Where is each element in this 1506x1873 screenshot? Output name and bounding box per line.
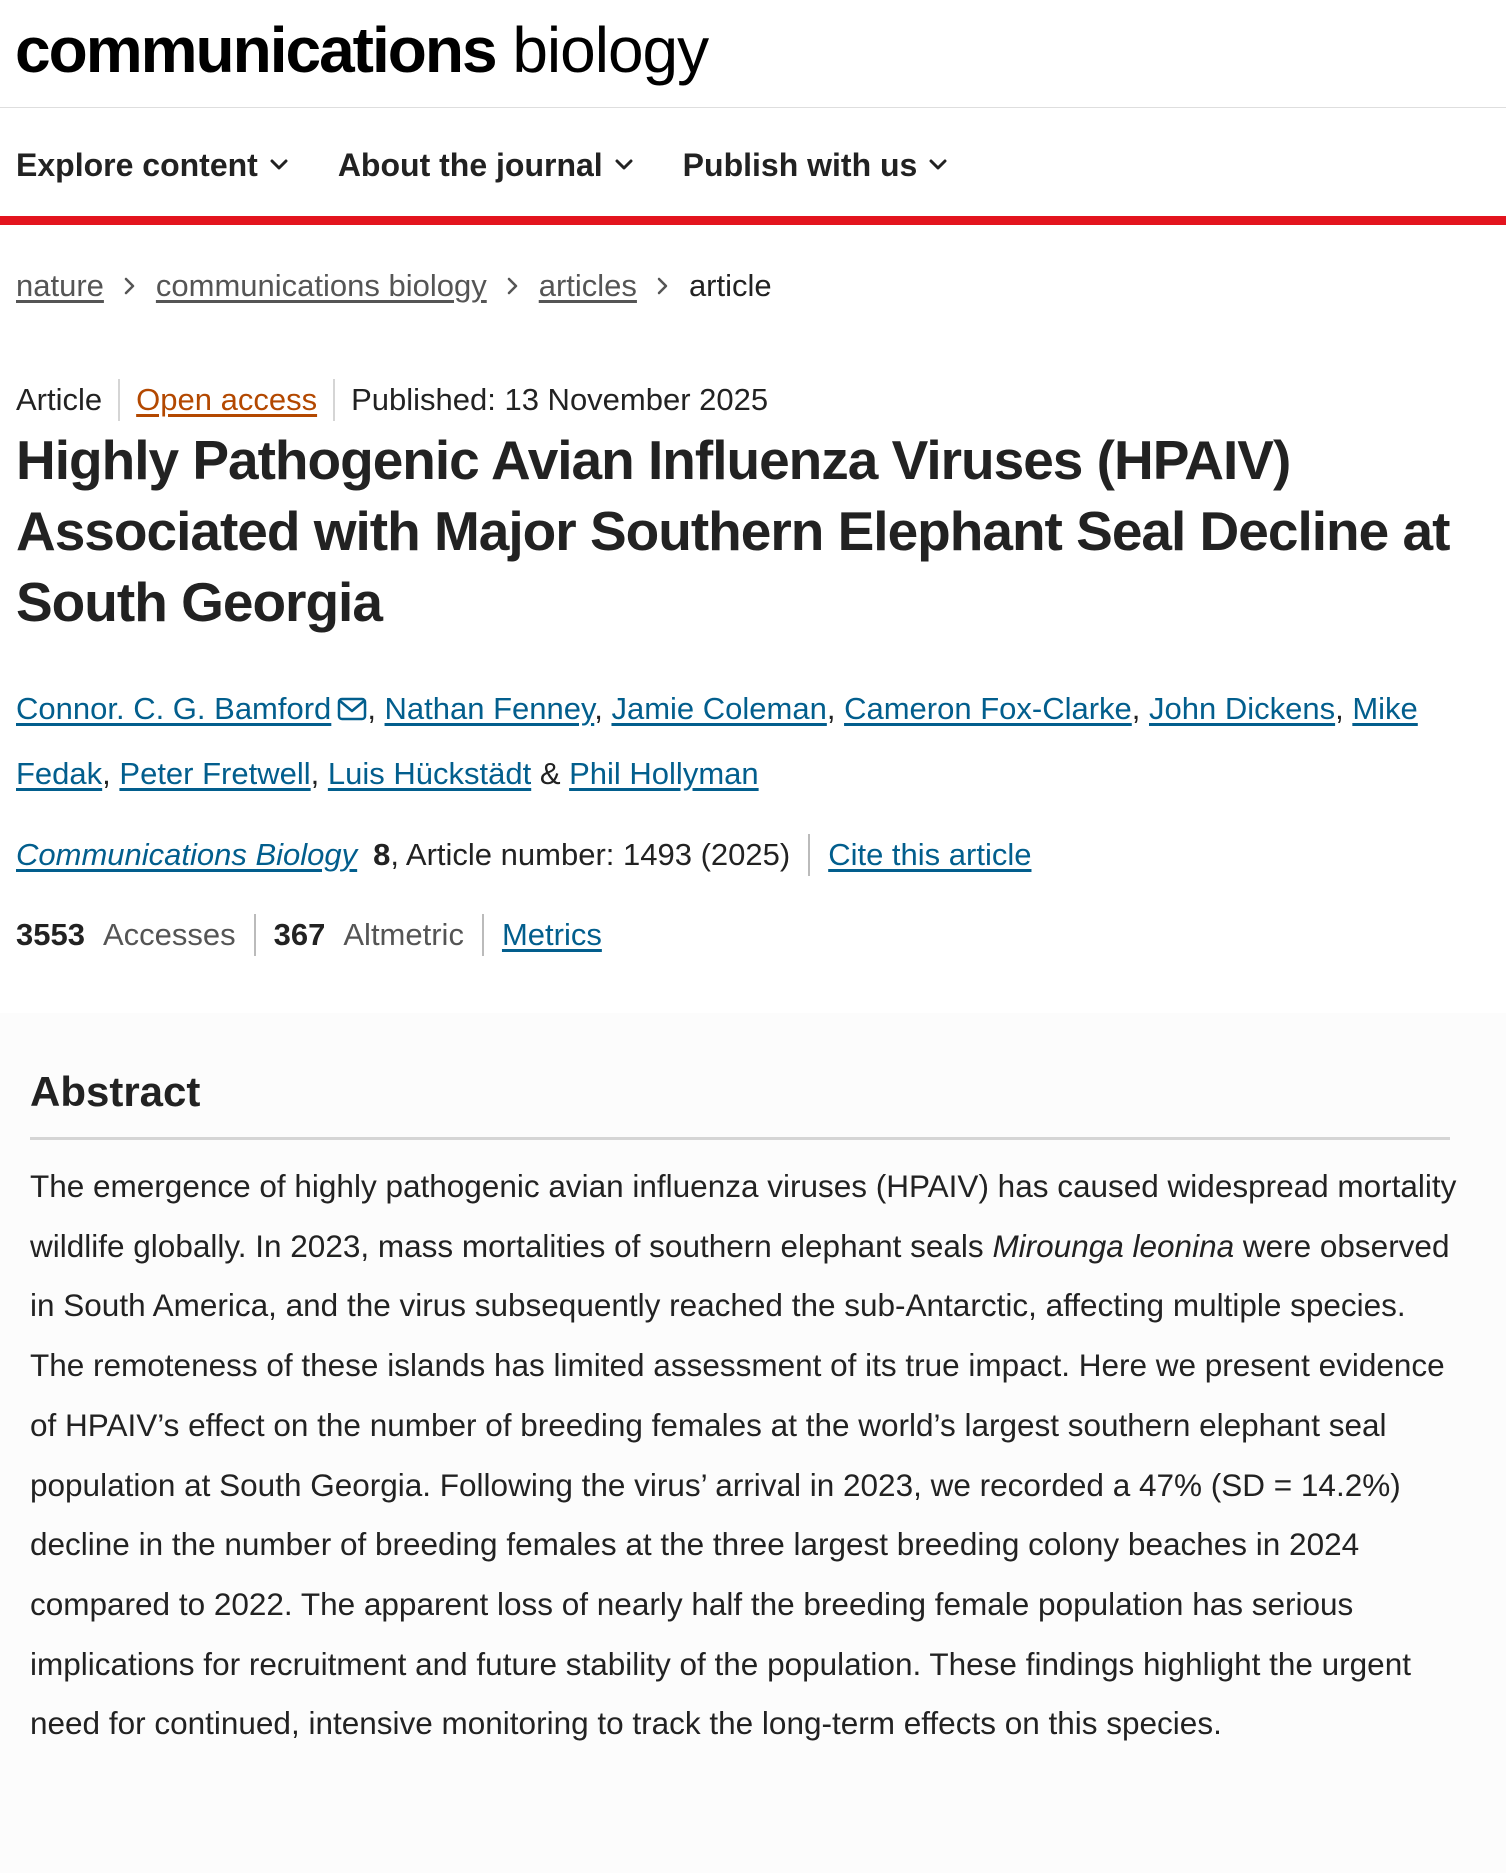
author-separator: ,	[1131, 691, 1150, 726]
abstract-text-part2: were observed in South America, and the virus subsequently reached the sub-Antarctic, affecting multiple species. The remoteness of these islands has limited assessment of its true impact. Here we present evidence of HPAIV’s effect on the number of breeding females at the world’s largest southern elephant seal population at South Georgia. Following the virus’ arrival in 2023, we recorded a 47% (SD = 14.2%) decline in the number of breeding females at the three largest breeding colony beaches in 2024 compared to 2022. The apparent loss of nearly half the breeding female population has serious implications for recruitment and future stability of the population. These findings highlight the urgent need for continued, intensive monitoring to track the long-term effects on this species.	[30, 1227, 1450, 1742]
nav-explore-content[interactable]	[16, 147, 288, 184]
meta-divider	[118, 379, 120, 421]
journal-link[interactable]: Communications Biology	[16, 837, 358, 872]
author-link[interactable]: Nathan Fenney	[384, 691, 595, 726]
article-title: Highly Pathogenic Avian Influenza Viruses (HPAIV) Associated with Major Southern Elephant Seal Decline at South Georgia	[16, 429, 1450, 633]
accesses-count: 3553	[16, 917, 85, 952]
breadcrumb-articles[interactable]: articles	[538, 268, 637, 303]
citation-line	[16, 834, 1031, 876]
chevron-down-icon	[929, 159, 947, 171]
metrics-link[interactable]: Metrics	[501, 917, 602, 952]
chevron-right-icon	[657, 277, 669, 295]
author-separator: ,	[594, 691, 612, 726]
author-link[interactable]: Jamie Coleman	[611, 691, 827, 726]
metrics-divider	[254, 914, 256, 956]
author-separator: ,	[310, 756, 328, 791]
author-separator: ,	[1335, 691, 1353, 726]
author-link[interactable]: Cameron Fox-Clarke	[844, 691, 1132, 726]
chevron-down-icon	[615, 159, 633, 171]
nav-publish-with-us-label: Publish with us	[682, 146, 918, 183]
accesses-label: Accesses	[102, 917, 236, 952]
abstract-text	[30, 1157, 1460, 1754]
author-link[interactable]: Luis Hückstädt	[327, 756, 532, 791]
nav-about-the-journal-label: About the journal	[337, 146, 603, 183]
metrics-divider	[482, 914, 484, 956]
email-icon[interactable]	[337, 681, 367, 743]
author-list	[16, 678, 1496, 805]
chevron-right-icon	[507, 277, 519, 295]
journal-logo[interactable]	[15, 10, 708, 90]
author-link[interactable]: Mike Fedak	[16, 691, 1418, 791]
breadcrumb-nature[interactable]: nature	[16, 268, 104, 303]
accent-bar	[0, 216, 1506, 225]
nav-about-the-journal[interactable]	[338, 147, 633, 184]
author-link[interactable]: Peter Fretwell	[119, 756, 311, 791]
author-separator: ,	[102, 756, 120, 791]
altmetric-count: 367	[273, 917, 326, 952]
nav-publish-with-us[interactable]	[683, 147, 948, 184]
chevron-down-icon	[270, 159, 288, 171]
author-separator: ,	[367, 691, 385, 726]
abstract-heading: Abstract	[30, 1068, 201, 1115]
volume-number: 8	[373, 837, 391, 872]
author-link[interactable]: John Dickens	[1149, 691, 1336, 726]
author-link[interactable]: Phil Hollyman	[569, 756, 759, 791]
breadcrumb	[16, 268, 772, 304]
author-separator: &	[531, 756, 570, 791]
chevron-right-icon	[124, 277, 136, 295]
meta-divider	[333, 379, 335, 421]
author-separator: ,	[826, 691, 845, 726]
header-divider	[0, 107, 1506, 108]
altmetric-label: Altmetric	[343, 917, 464, 952]
abstract-text-part1: The emergence of highly pathogenic avian influenza viruses (HPAIV) has caused widespread mortality wildlife globally. In 2023, mass mortalities of southern elephant seals	[30, 1168, 1457, 1264]
citation-divider	[808, 834, 810, 876]
breadcrumb-communications-biology[interactable]: communications biology	[155, 268, 487, 303]
author-link[interactable]: Connor. C. G. Bamford	[16, 691, 332, 726]
logo-wordmark-light: biology	[512, 14, 709, 86]
article-type: Article	[16, 382, 103, 417]
article-number: , Article number: 1493 (2025)	[390, 837, 791, 872]
metrics-bar	[16, 914, 602, 956]
nav-explore-content-label: Explore content	[16, 146, 258, 183]
breadcrumb-current: article	[688, 268, 772, 303]
species-name: Mirounga leonina	[992, 1227, 1235, 1264]
published-date: Published: 13 November 2025	[351, 382, 769, 417]
article-meta	[16, 379, 768, 421]
logo-wordmark-bold: communications	[15, 14, 496, 86]
open-access-link[interactable]: Open access	[136, 382, 318, 417]
main-nav	[0, 140, 997, 190]
cite-this-article-link[interactable]: Cite this article	[828, 837, 1032, 872]
abstract-divider	[30, 1137, 1450, 1140]
